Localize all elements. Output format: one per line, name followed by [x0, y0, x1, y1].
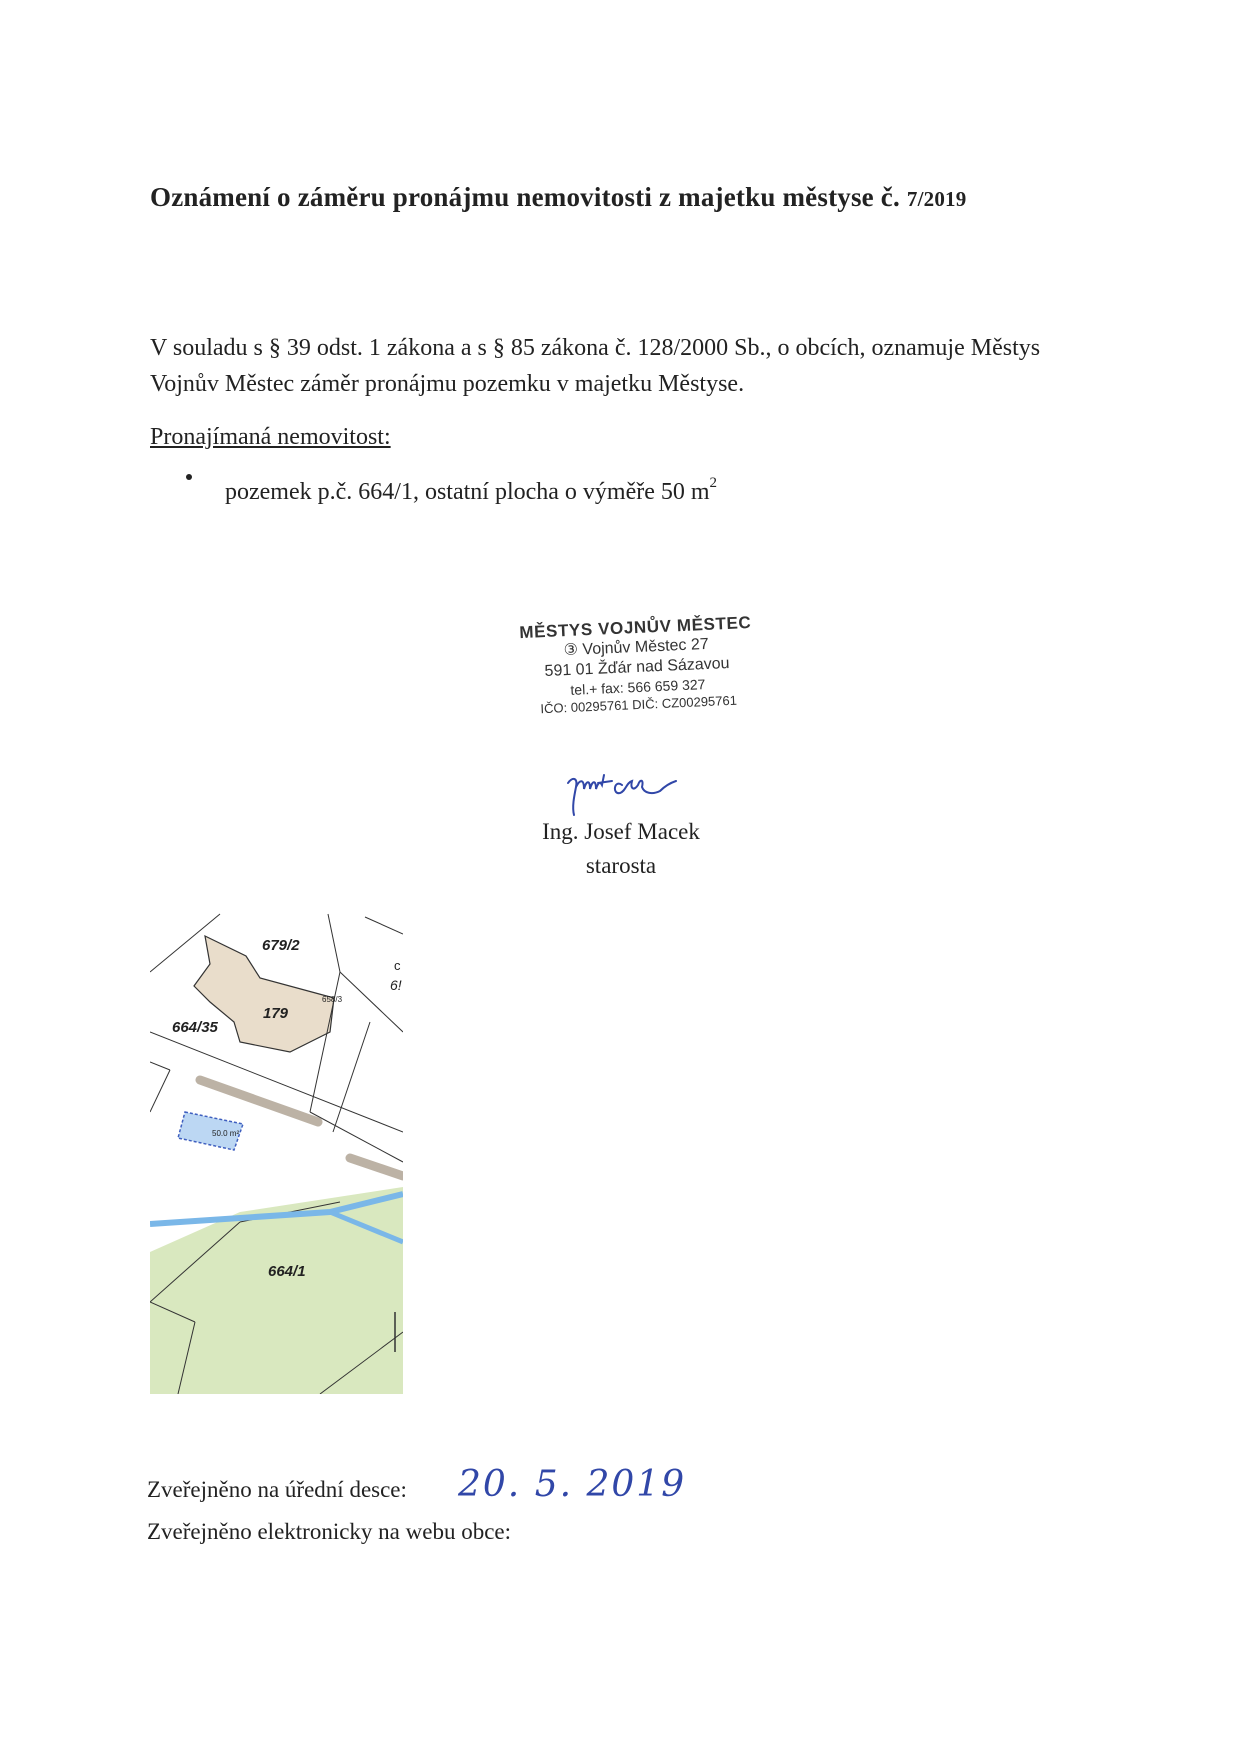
stamp-line-5: IČO: 00295761 DIČ: CZ00295761	[540, 692, 738, 717]
document-number: 7/2019	[906, 187, 967, 211]
svg-text:679/2: 679/2	[262, 937, 300, 954]
signer-name: Ing. Josef Macek	[542, 819, 700, 844]
web-publication-label: Zveřejněno elektronicky na webu obce:	[147, 1519, 512, 1544]
svg-text:6!: 6!	[390, 977, 402, 993]
stamp-line-2: ③ Vojnův Městec 27	[563, 635, 710, 660]
signer-block	[536, 815, 706, 883]
board-publication-date: 20. 5. 2019	[458, 1464, 687, 1505]
intro-line-2: Vojnův Městec záměr pronájmu pozemku v majetku Městyse.	[150, 371, 745, 397]
board-publication-label: Zveřejněno na úřední desce:	[147, 1477, 407, 1502]
svg-text:658/3: 658/3	[322, 995, 343, 1004]
bullet-icon	[186, 474, 192, 480]
svg-text:179: 179	[263, 1005, 289, 1022]
municipal-stamp	[510, 613, 764, 720]
svg-text:664/1: 664/1	[268, 1263, 306, 1280]
cadastral-map	[150, 912, 403, 1394]
intro-line-1: V souladu s § 39 odst. 1 zákona a s § 85 zákona č. 128/2000 Sb., o obcích, oznamuje Městys	[150, 335, 1041, 361]
stamp-line-3: 591 01 Žďár nad Sázavou	[544, 654, 730, 681]
map-area-label: 50.0 m²	[212, 1129, 240, 1138]
property-label: Pronajímaná nemovitost:	[150, 424, 391, 450]
property-item: pozemek p.č. 664/1, ostatní plocha o výměře 50 $m^2$	[225, 475, 718, 505]
intro-paragraph	[150, 330, 1110, 402]
stamp-line-4: tel.+ fax: 566 659 327	[570, 676, 706, 698]
signer-role: starosta	[585, 853, 657, 878]
stamp-line-1: MĚSTYS VOJNŮV MĚSTEC	[518, 612, 752, 643]
svg-text:c: c	[394, 958, 401, 973]
document-title: Oznámení o záměru pronájmu nemovitosti z majetku městyse č. 7/2019	[150, 182, 967, 212]
svg-text:664/35: 664/35	[172, 1019, 218, 1036]
